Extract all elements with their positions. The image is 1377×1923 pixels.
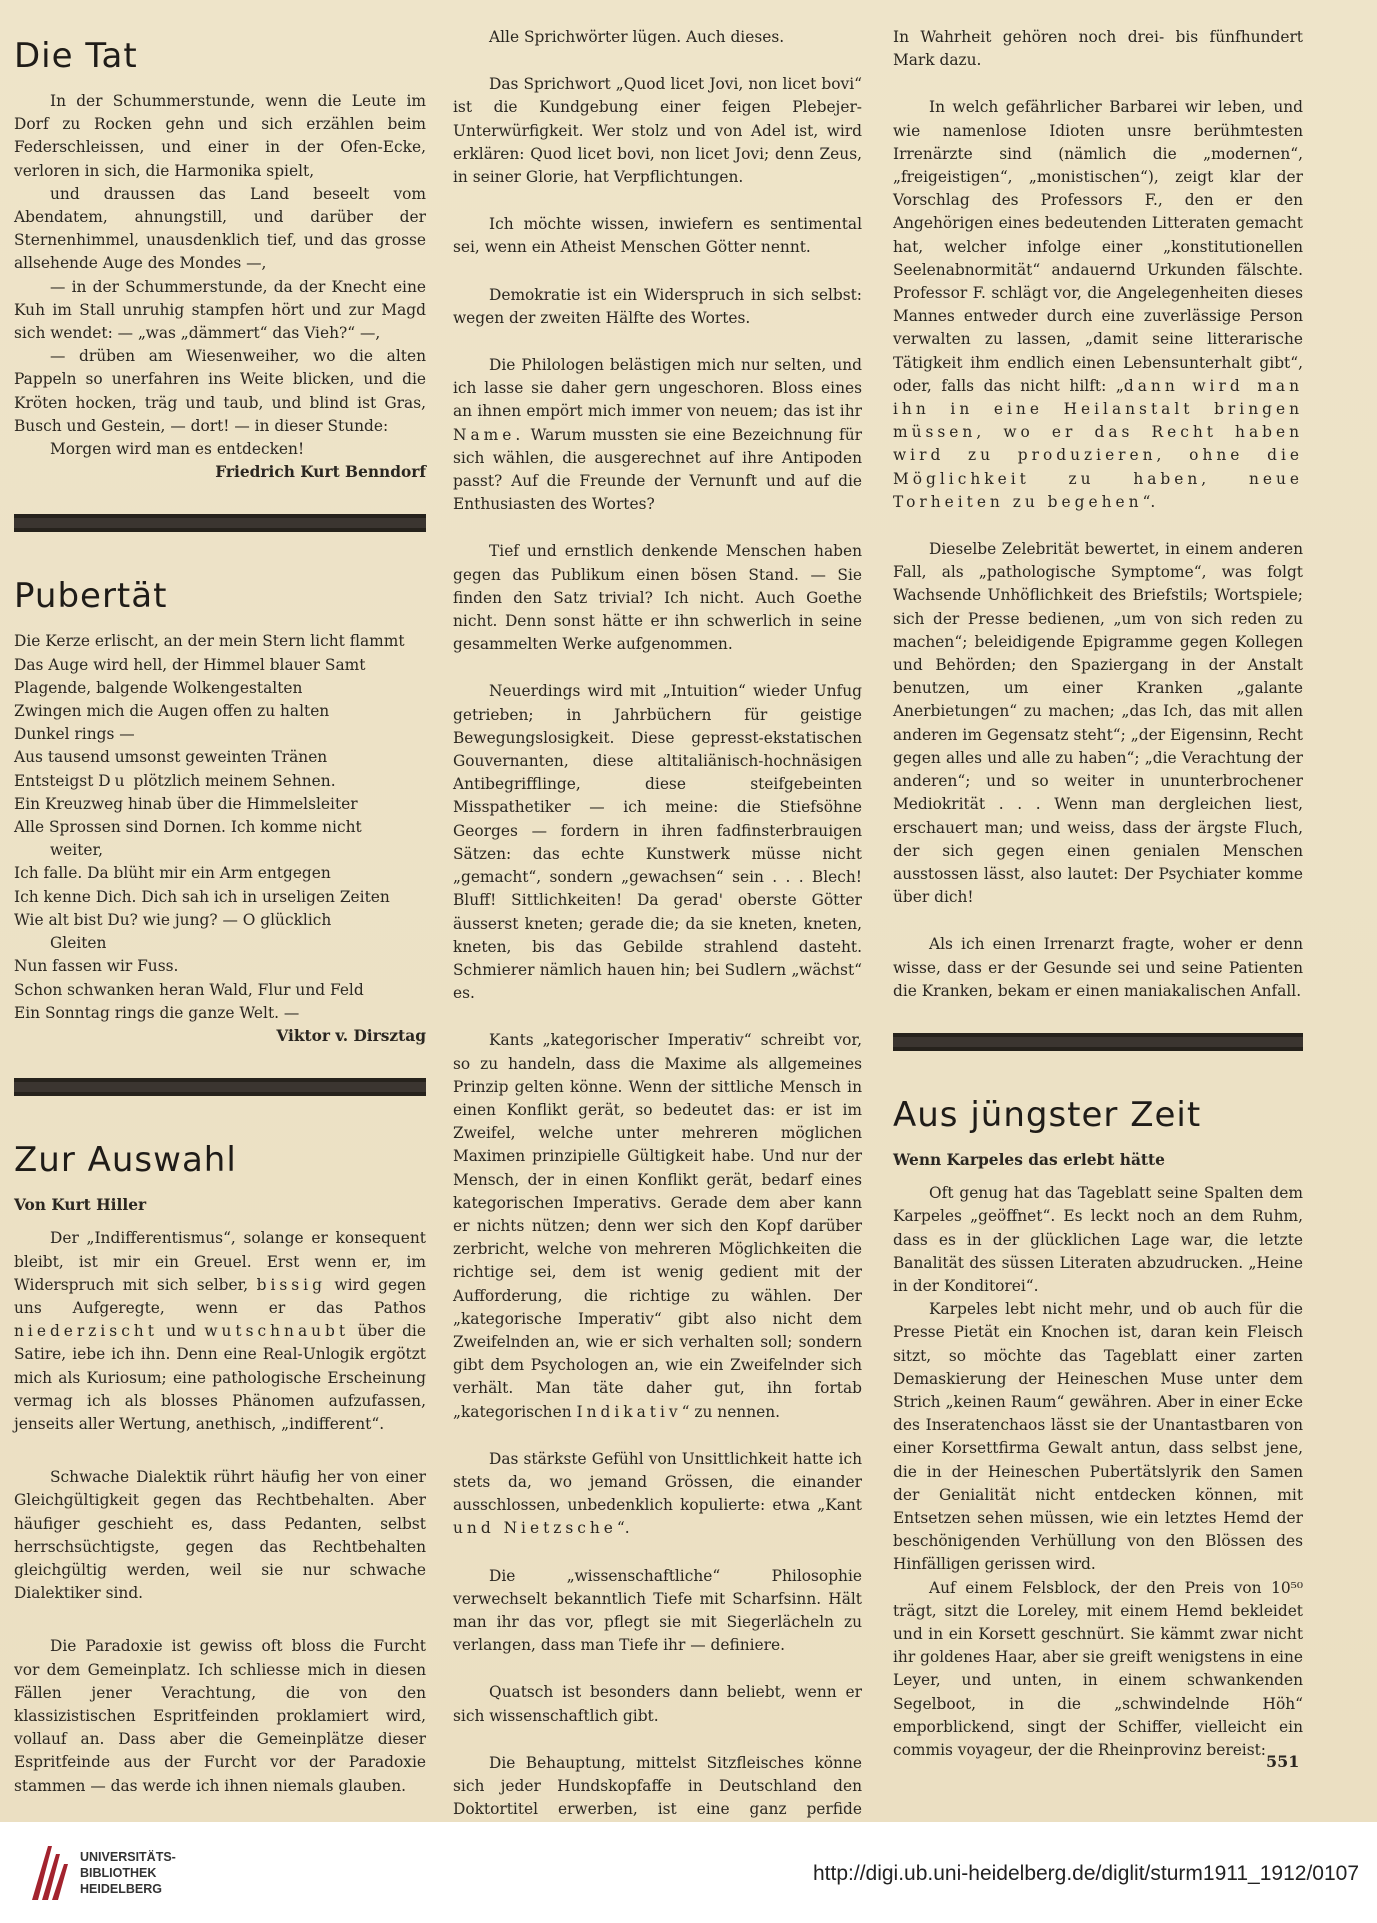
paragraph: Als ich einen Irrenarzt fragte, woher er denn wisse, dass er der Gesunde sei und seine Patienten die Kranken, bekam er einen maniakalischen Anfall. xyxy=(893,935,1303,1000)
emphasis: dann wird man ihn in eine Heilanstalt bringen müssen, wo er das Recht haben wird zu produzieren, ohne die Möglichkeit zu haben, neue Torheiten zu begehen xyxy=(893,376,1303,511)
emphasis: Indikativ xyxy=(576,1402,682,1421)
library-logo-icon xyxy=(28,1842,70,1902)
paragraph: Oft genug hat das Tageblatt seine Spalten dem Karpeles „geöffnet“. Es leckt noch an dem Ruhm, dass es in der glücklichen Lage war, die letzte Banalität des süssen Literaten abzudrucken. „Heine in der Konditorei“. xyxy=(893,1184,1303,1295)
verse-line: Gleiten xyxy=(50,934,107,953)
paragraph: — drüben am Wiesenweiher, wo die alten Pappeln so unerfahren ins Weite blicken, und die Kröten hocken, träg und taub, und blind ist Gras, Busch und Gestein, — dort! — in dieser Stunde: xyxy=(14,347,426,435)
paragraph: Dieselbe Zelebrität bewertet, in einem anderen Fall, als „pathologische Symptome“, was folgt Wachsende Unhöflichkeit des Briefstils; Wortspiele; sich der Presse bedienen, „um von sich reden zu machen“; beleidigende Epigramme gegen Kollegen und Behörden; den Spaziergang in der Anstalt benutzen, um einer Kranken „galante Anerbietungen“ zu machen; „das Ich, das mit allen anderen im Gegensatz steht“; „der Eigensinn, Recht gegen alles und alle zu haben“; „die Verachtung der anderen“; und so weiter in ununterbrochener Mediokrität . . . Wenn man dergleichen liest, erschauert man; und weiss, dass der ärgste Fluch, der sich gegen einen genialen Menschen ausstossen lässt, also lautet: Der Psychiater komme über dich! xyxy=(893,540,1303,907)
verse-line: Das Auge wird hell, der Himmel blauer Samt xyxy=(14,655,366,674)
heading-pubertaet: Pubertät xyxy=(14,576,168,617)
verse-line: Wie alt bist Du? wie jung? — O glücklich xyxy=(14,910,332,929)
aphorism: Alle Sprichwörter lügen. Auch dieses. xyxy=(489,28,785,46)
emphasis: Name. xyxy=(453,425,525,444)
verse-line: Ein Kreuzweg hinab über die Himmelsleiter xyxy=(14,794,358,813)
verse-line: Ich kenne Dich. Dich sah ich in urseligen Zeiten xyxy=(14,887,390,906)
aphorism: Ich möchte wissen, inwiefern es sentimental sei, wenn ein Atheist Menschen Götter nennt. xyxy=(453,215,862,257)
emphasis: bissig xyxy=(256,1275,326,1294)
verse-line: Plagende, balgende Wolkengestalten xyxy=(14,678,303,697)
subheading: Wenn Karpeles das erlebt hätte xyxy=(893,1150,1165,1169)
price-value: 10⁵⁰ xyxy=(1271,1578,1303,1597)
verse-line: weiter, xyxy=(50,841,104,860)
column-middle xyxy=(453,26,862,1845)
section-divider xyxy=(14,514,426,532)
aphorism xyxy=(453,1029,862,1423)
section-divider xyxy=(14,1078,426,1096)
column-left xyxy=(14,26,426,1798)
section-divider xyxy=(893,1033,1303,1051)
verse-line: Ein Sonntag rings die ganze Welt. — xyxy=(14,1003,300,1022)
verse-line: Alle Sprossen sind Dornen. Ich komme nicht xyxy=(14,818,362,837)
poem-verse xyxy=(14,630,426,1024)
aphorism: Demokratie ist ein Widerspruch in sich selbst: wegen der zweiten Hälfte des Wortes. xyxy=(453,285,862,327)
text: In welch gefährlicher Barbarei wir leben, und wie namenlose Idioten unsre berühmtesten Irrenärzte sind (nämlich die „modernen“, „freigeistigen“, „monistischen“), zeigt klar der Vorschlag des Professors F., den er den Angehörigen eines bedeutenden Litteraten gemacht hat, welcher infolge einer „konstitutionellen Seelenabnormität“ andauernd Urkunden fälschte. Professor F. schlägt vor, die Angelegenheiten dieses Mannes entweder durch eine zuverlässige Person verwalten zu lassen, „damit seine litterarische Tätigkeit ihm endlich einen Lebensunterhalt gibt“, oder, falls das nicht hilft: „ xyxy=(893,98,1303,395)
aphorism xyxy=(453,1448,862,1541)
text: Die Philologen belästigen mich nur selten, und ich lasse sie daher gern ungeschoren. Bloss eines an ihnen empört mich immer von neuem; das ist ihr xyxy=(453,356,862,421)
library-name-line: HEIDELBERG xyxy=(80,1882,162,1896)
emphasis: wutschnaubt xyxy=(204,1322,350,1341)
text: Das stärkste Gefühl von Unsittlichkeit hatte ich stets da, wo jemand Grössen, die einander ausschlossen, unbedenklich kopulierte: etwa „Kant xyxy=(453,1449,862,1515)
library-footer xyxy=(0,1822,1377,1923)
author-signature: Viktor v. Dirsztag xyxy=(276,1026,426,1045)
aphorism: Tief und ernstlich denkende Menschen haben gegen das Publikum einen bösen Stand. — Sie finden den Satz trivial? Ich nicht. Auch Goethe nicht. Denn sonst hätte er ihn schwerlich in seine gesammelten Werke aufgenommen. xyxy=(453,542,862,654)
paragraph: Die Paradoxie ist gewiss oft bloss die Furcht vor dem Gemeinplatz. Ich schliesse mich in diesen Fällen jener Verachtung, die von den klassizistischen Espritfeinden proklamiert wird, vollauf an. Dass aber die Gemeinplätze dieser Espritfeinde aus der Furcht vor der Paradoxie stammen — das werde ich ihnen niemals glauben. xyxy=(14,1637,426,1795)
text: Warum mussten sie eine Bezeichnung für sich wählen, die ausgerechnet auf ihre Antipoden passt? Auf die Freunde der Vernunft und auf die Enthusiasten des Wortes? xyxy=(453,425,862,514)
paragraph: Karpeles lebt nicht mehr, und ob auch für die Presse Pietät ein Knochen ist, daran kein Fleisch sitzt, so möchte das Tageblatt einer zarten Demaskierung der Heineschen Muse unter dem Strich „keinen Raum“ gewähren. Aber in einer Ecke des Inseratenchaos lässt sie der Unantastbaren von einer Korsettfirma Gewalt antun, dass selbst jene, die in der Heineschen Pubertätslyrik den Samen der Genialität nicht entdecken können, mit Entsetzen sehen müssen, wie ein letztes Hemd der beschönigenden Verhüllung von den Blössen des Hinfälligen gerissen wird. xyxy=(893,1300,1303,1574)
verse-line: Ich falle. Da blüht mir ein Arm entgegen xyxy=(14,864,331,883)
verse-line: Dunkel rings — xyxy=(14,725,135,744)
text: trägt, sitzt die Loreley, mit einem Hemd bekleidet und in ein Korsett geschnürt. Sie kämmt zwar nicht ihr goldenes Haar, aber sie greift wenigstens in eine Leyer, und unten, in einem schwankenden Segelboot, in die „schwindelnde Höh“ emporblickend, singt der Schiffer, vielleicht ein commis voyageur, der die Rheinprovinz bereist: xyxy=(893,1601,1303,1759)
paragraph: In der Schummerstunde, wenn die Leute im Dorf zu Rocken gehn und sich erzählen beim Federschleissen, und einer in der Ofen-Ecke, verloren in sich, die Harmonika spielt, xyxy=(14,92,426,180)
paragraph: In Wahrheit gehören noch drei- bis fünfhundert Mark dazu. xyxy=(893,28,1303,70)
library-name xyxy=(80,1849,176,1897)
source-url-link[interactable]: http://digi.ub.uni-heidelberg.de/diglit/sturm1911_1912/0107 xyxy=(813,1862,1359,1885)
paragraph xyxy=(14,1227,426,1436)
verse-line: Schon schwanken heran Wald, Flur und Feld xyxy=(14,980,364,999)
aphorism: Neuerdings wird mit „Intuition“ wieder Unfug getrieben; in Jahrbüchern für geistige Bewegungslosigkeit. Diese gepresst-ekstatischen Gouvernanten, diese altitaliänisch-hochnäsigen Antibegrifflinge, diese steifgebeinten Misspathetiker — ich meine: die Stiefsöhne Georges — fordern in ihren fadfinsterbrauigen Sätzen: das echte Kunstwerk müsse nicht „gemacht“, sondern „gewachsen“ sein . . . Blech! Bluff! Sittlichkeiten! Da gerad' oberste Götter äusserst kneten; gerade die; da sie kneten, kneten, kneten, bis das Gebilde strahlend dasteht. Schmierer nämlich hauen hin; bei Sudlern „wächst“ es. xyxy=(453,682,862,1003)
text: Der „Indifferentismus“, solange er konsequent bleibt, ist mir ein Greuel. Erst wenn er, im Widerspruch mit sich selber, xyxy=(14,1229,426,1294)
paragraph: — in der Schummerstunde, da der Knecht eine Kuh im Stall unruhig stampfen hört und zur Magd sich wendet: — „was „dämmert“ das Vieh?“ —, xyxy=(14,277,426,343)
verse-line: Aus tausend umsonst geweinten Tränen xyxy=(14,748,328,767)
emphasis: niederzischt xyxy=(14,1322,158,1341)
verse-line xyxy=(14,770,426,793)
paragraph: Schwache Dialektik rührt häufig her von einer Gleichgültigkeit gegen das Rechtbehalten. Aber häufiger geschieht es, dass Pedanten, selbst herrschsüchtigste, gegen das Rechtbehalten gleichgültig werden, weil sie nur schwache Dialektiker sind. xyxy=(14,1468,426,1603)
heading-zur-auswahl: Zur Auswahl xyxy=(14,1140,237,1181)
heading-die-tat: Die Tat xyxy=(14,36,138,76)
author-signature: Friedrich Kurt Benndorf xyxy=(215,463,426,482)
aphorism: Quatsch ist besonders dann beliebt, wenn er sich wissenschaftlich gibt. xyxy=(453,1683,862,1725)
aphorism: Die Behauptung, mittelst Sitzfleisches könne sich jeder Hundskopfaffe in Deutschland den Doktortitel erwerben, ist eine ganz perfide xyxy=(453,1753,862,1819)
aphorism xyxy=(453,354,862,516)
page-number: 551 xyxy=(1266,1752,1300,1771)
heading-aus-juengster-zeit: Aus jüngster Zeit xyxy=(893,1094,1202,1135)
text: über die Satire, iebe ich ihn. Denn eine Real-Unlogik ergötzt mich als Kuriosum; eine pathologische Erscheinung vermag ich als blosses Phänomen aufzufassen, jenseits aller Wertung, anethisch, „indifferent“. xyxy=(14,1322,426,1433)
text: wird gegen uns Aufgeregte, wenn er das Pathos xyxy=(14,1275,426,1317)
library-name-line: UNIVERSITÄTS- xyxy=(80,1850,176,1864)
text: Auf einem Felsblock, der den Preis von xyxy=(929,1578,1262,1597)
paragraph xyxy=(893,96,1303,514)
text: “. xyxy=(616,1519,630,1538)
text: “ zu nennen. xyxy=(681,1402,781,1421)
aphorism: Die „wissenschaftliche“ Philosophie verwechselt bekanntlich Tiefe mit Scharfsinn. Hält man ihr das vor, pflegt sie mit Siegerlächeln zu verlangen, dass man Tiefe ihr — definiere. xyxy=(453,1566,862,1655)
byline: Von Kurt Hiller xyxy=(14,1196,147,1215)
emphasis: Du xyxy=(98,771,129,790)
aphorism: Das Sprichwort „Quod licet Jovi, non licet bovi“ ist die Kundgebung einer feigen Plebejer-Unterwürfigkeit. Wer stolz und von Adel ist, wird erklären: Quod licet bovi, non licet Jovi; denn Zeus, in seiner Glorie, hat Verpflichtungen. xyxy=(453,75,862,187)
column-right xyxy=(893,26,1303,1762)
text: Entsteigst xyxy=(14,771,94,790)
paragraph: Morgen wird man es entdecken! xyxy=(50,440,305,459)
verse-line: Nun fassen wir Fuss. xyxy=(14,957,179,976)
library-name-line: BIBLIOTHEK xyxy=(80,1866,157,1880)
emphasis: und Nietzsche xyxy=(453,1519,617,1538)
text: plötzlich meinem Sehnen. xyxy=(133,771,336,790)
verse-line: Die Kerze erlischt, an der mein Stern licht flammt xyxy=(14,632,405,651)
text: “. xyxy=(1142,492,1156,511)
text: und xyxy=(166,1322,196,1341)
verse-line: Zwingen mich die Augen offen zu halten xyxy=(14,702,330,721)
text: Kants „kategorischer Imperativ“ schreibt vor, so zu handeln, dass die Maxime als allgemeines Prinzip gelten könne. Wenn der sittliche Mensch in einen Konflikt gerät, so bedeutet das: er ist im Zweifel, welche unter mehreren möglichen Maximen prinzipielle Gültigkeit habe. Und nur der Mensch, der in einen Konflikt gerät, bedarf eines kategorischen Imperativs. Gerade dem aber kann er nichts nützen; denn wer sich den Kopf darüber zerbricht, welche von mehreren Möglichkeiten die richtige sei, dem ist wenig gedient mit der Aufforderung, die richtige zu wählen. Der „kategorische Imperativ“ gibt also nicht dem Zweifelnden an, wie er sich verhalten soll; sondern gibt dem Psychologen an, wie ein Zweifelnder sich verhält. Man täte daher gut, ihn fortab „kategorischen xyxy=(453,1031,862,1421)
paragraph: und draussen das Land beseelt vom Abendatem, ahnungstill, und darüber der Sternenhimmel, unausdenklich tief, und das grosse allsehende Auge des Mondes —, xyxy=(14,184,426,273)
paragraph xyxy=(893,1577,1303,1763)
